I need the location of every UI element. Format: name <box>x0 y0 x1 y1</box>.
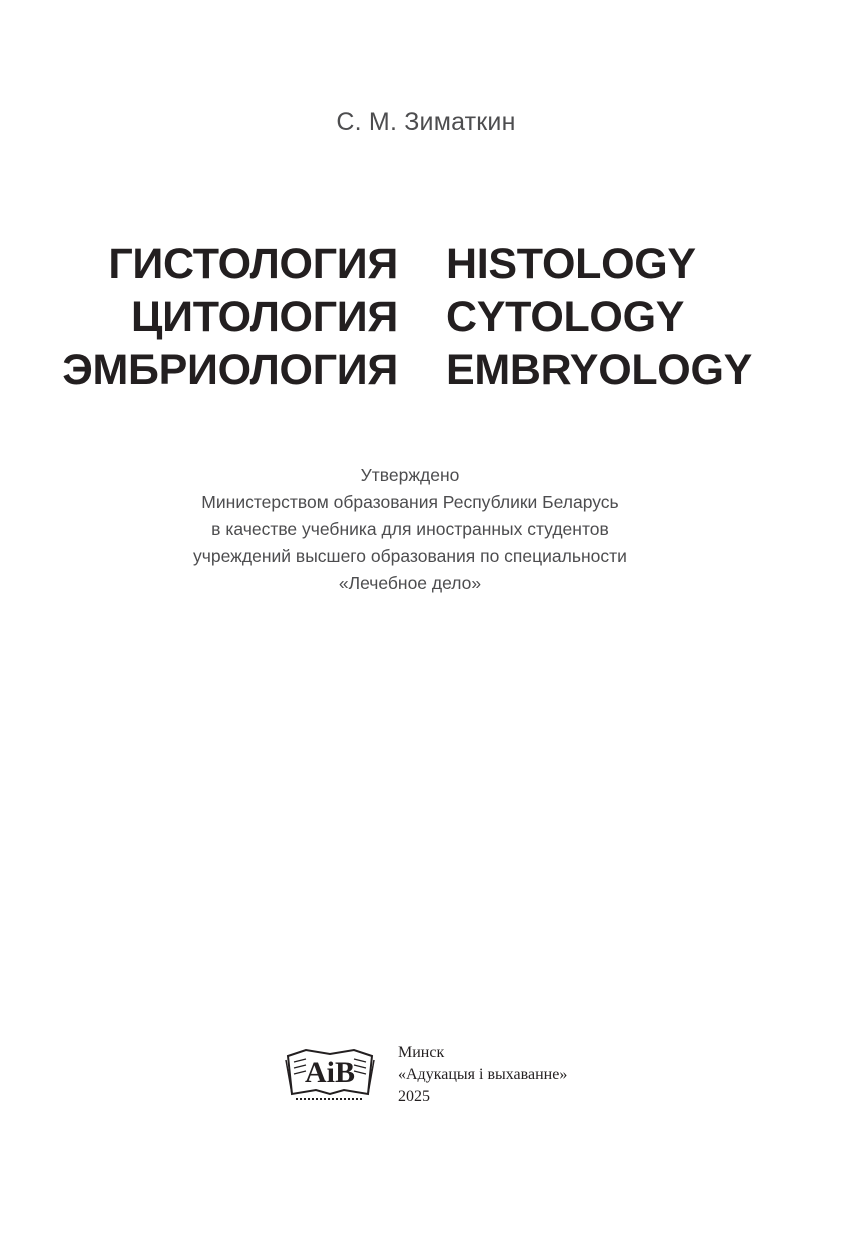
approval-line: в качестве учебника для иностранных студентов <box>211 519 609 539</box>
publisher-imprint <box>398 1042 567 1108</box>
author-name: С. М. Зиматкин <box>336 108 516 136</box>
book-logo-icon <box>284 1044 376 1102</box>
publisher-name: «Адукацыя і выхаванне» <box>398 1066 568 1083</box>
title-ru-line: ЦИТОЛОГИЯ <box>131 293 398 341</box>
title-en-line: EMBRYOLOGY <box>446 346 752 394</box>
title-en-line: CYTOLOGY <box>446 293 685 341</box>
title-en-line: HISTOLOGY <box>446 240 696 288</box>
logo-text: AiB <box>304 1056 356 1089</box>
publisher-city: Минск <box>398 1044 445 1061</box>
title-english <box>446 238 752 397</box>
approval-line: Министерством образования Республики Беларусь <box>201 492 619 512</box>
approval-line: Утверждено <box>360 465 460 485</box>
approval-line: «Лечебное дело» <box>338 573 482 593</box>
publication-year: 2025 <box>398 1088 430 1105</box>
title-ru-line: ГИСТОЛОГИЯ <box>108 240 398 288</box>
approval-line: учреждений высшего образования по специальности <box>193 546 627 566</box>
approval-statement <box>0 462 820 597</box>
title-russian <box>62 238 398 397</box>
title-ru-line: ЭМБРИОЛОГИЯ <box>62 346 398 394</box>
